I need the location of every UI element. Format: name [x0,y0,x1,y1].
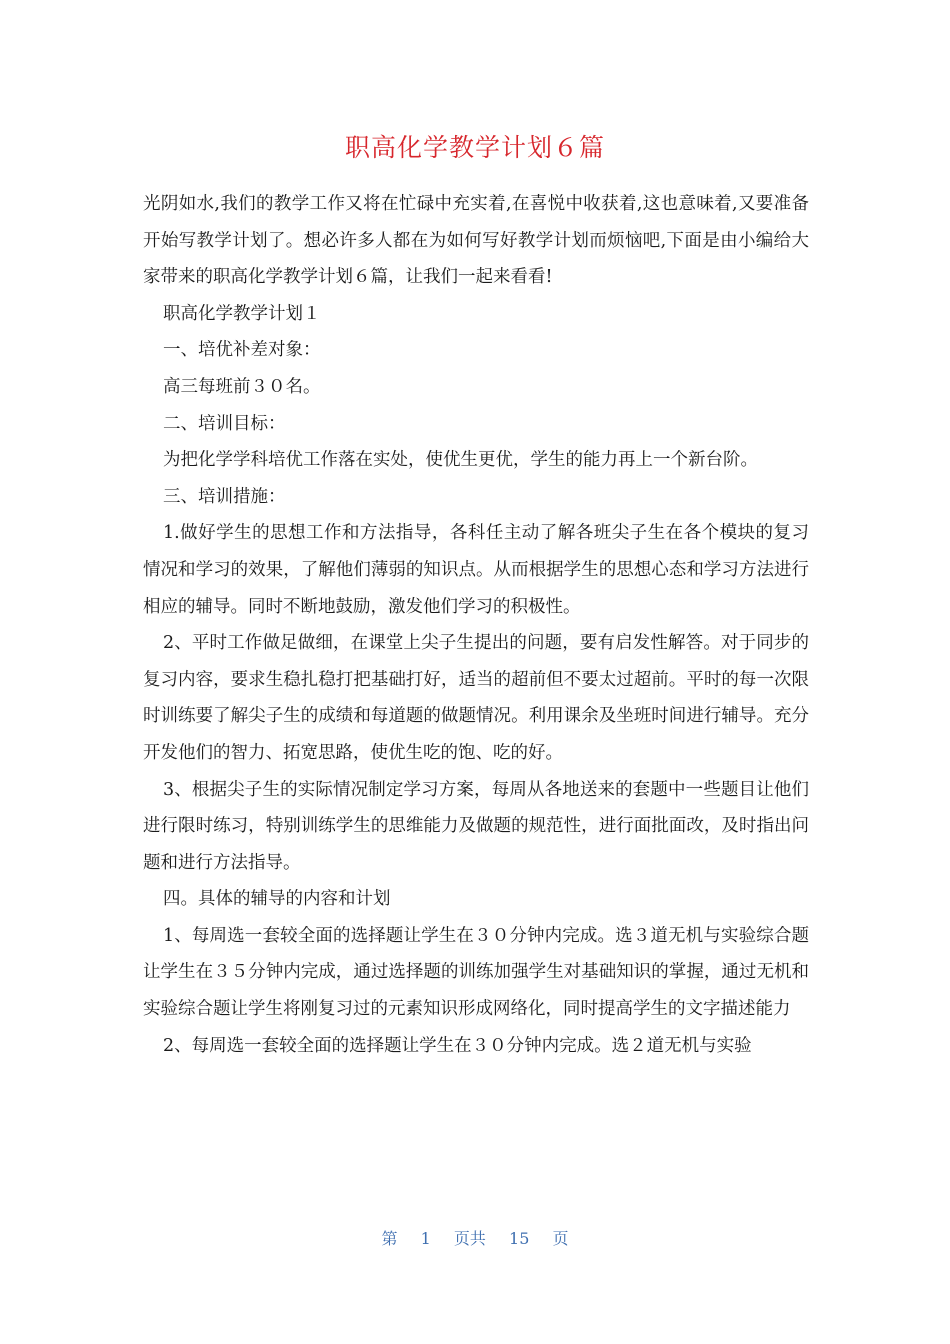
heading-goal: 二、培训目标： [163,413,286,434]
footer-page-word: 第 [381,1229,398,1248]
measure-3: 3、根据尖子生的实际情况制定学习方案，每周从各地送来的套题中一些题目让他们进行限时练习，特别训练学生的思维能力及做题的规范性，进行面批面改，及时指出问题和进行方法指导。 [143,779,809,873]
heading-measures: 三、培训措施： [163,486,286,507]
target-text: 高三每班前３０名。 [163,376,321,397]
intro-paragraph: 光阴如水,我们的教学工作又将在忙碌中充实着,在喜悦中收获着,这也意味着,又要准备开始写教学计划了。想必许多人都在为如何写好教学计划而烦恼吧,下面是由小编给大家带来的职高化学教学计划６篇，让我们一起来看看! [143,194,809,288]
plan-item-1: 1、每周选一套较全面的选择题让学生在３０分钟内完成。选３道无机与实验综合题让学生在３５分钟内完成，通过选择题的训练加强学生对基础知识的掌握，通过无机和实验综合题让学生将刚复习过的元素知识形成网络化，同时提高学生的文字描述能力 [143,925,809,1020]
document-body [143,186,809,1064]
section-heading-plan-1: 职高化学教学计划１ [163,303,321,324]
footer-total-pages: 15 [509,1229,530,1248]
measure-1: 1.做好学生的思想工作和方法指导，各科任主动了解各班尖子生在各个模块的复习情况和学习的效果，了解他们薄弱的知识点。从而根据学生的思想心态和学习方法进行相应的辅导。同时不断地鼓励，激发他们学习的积极性。 [143,523,809,617]
footer-page-number: 1 [420,1229,431,1248]
plan-item-2: 2、每周选一套较全面的选择题让学生在３０分钟内完成。选２道无机与实验 [163,1035,752,1056]
measure-2: 2、平时工作做足做细，在课堂上尖子生提出的问题，要有启发性解答。对于同步的复习内容，要求生稳扎稳打把基础打好，适当的超前但不要太过超前。平时的每一次限时训练要了解尖子生的成绩和每道题的做题情况。利用课余及坐班时间进行辅导。充分开发他们的智力、拓宽思路，使优生吃的饱、吃的好。 [143,633,809,763]
goal-text: 为把化学学科培优工作落在实处，使优生更优，学生的能力再上一个新台阶。 [163,450,758,471]
heading-target: 一、培优补差对象： [163,340,321,361]
page-footer [0,1226,950,1249]
footer-end-word: 页 [552,1229,569,1248]
heading-plan-content: 四。具体的辅导的内容和计划 [163,889,391,910]
footer-middle-text: 页共 [453,1229,486,1248]
document-title: 职高化学教学计划６篇 [344,133,605,162]
